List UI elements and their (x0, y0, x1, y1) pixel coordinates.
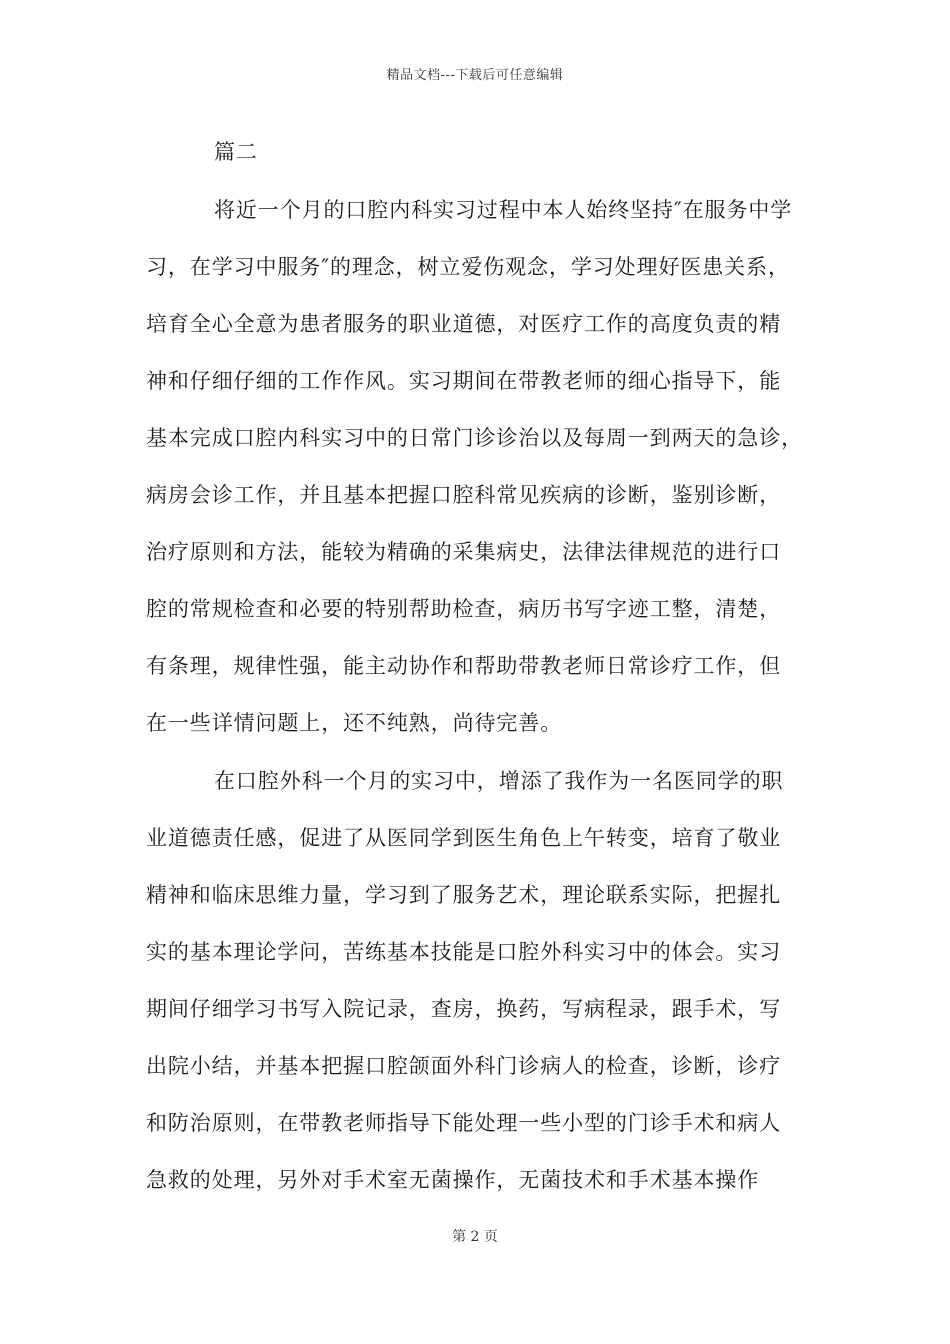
paragraph-line: 实的基本理论学问，苦练基本技能是口腔外科实习中的体会。实习 (146, 940, 782, 964)
paragraph-line: 急救的处理，另外对手术室无菌操作，无菌技术和手术基本操作 (146, 1168, 760, 1192)
paragraph-line: 期间仔细学习书写入院记录，查房，换药，写病程录，跟手术，写 (146, 997, 782, 1021)
paragraph-line: 治疗原则和方法，能较为精确的采集病史，法律法律规范的进行口 (146, 540, 782, 564)
paragraph-line: 业道德责任感，促进了从医同学到医生角色上午转变，培育了敬业 (146, 826, 782, 850)
paragraph-line: 培育全心全意为患者服务的职业道德，对医疗工作的高度负责的精 (146, 312, 782, 336)
paragraph-line: 精神和临床思维力量，学习到了服务艺术，理论联系实际，把握扎 (146, 883, 782, 907)
paragraph-line: 在一些详情问题上，还不纯熟，尚待完善。 (146, 711, 563, 735)
paragraph-line: 在口腔外科一个月的实习中，增添了我作为一名医同学的职 (214, 769, 784, 793)
paragraph-line: 习，在学习中服务″的理念，树立爱伤观念，学习处理好医患关系， (146, 255, 790, 279)
paragraph-line: 有条理，规律性强，能主动协作和帮助带教老师日常诊疗工作，但 (146, 654, 782, 678)
page-number: 第 2 页 (452, 1229, 498, 1245)
paragraph-line: 病房会诊工作，并且基本把握口腔科常见疾病的诊断，鉴别诊断， (146, 483, 782, 507)
page-header: 精品文档---下载后可任意编辑 (386, 68, 564, 83)
paragraph-line: 神和仔细仔细的工作作风。实习期间在带教老师的细心指导下，能 (146, 369, 782, 393)
paragraph-line: 腔的常规检查和必要的特别帮助检查，病历书写字迹工整，清楚， (146, 597, 782, 621)
paragraph-line: 将近一个月的口腔内科实习过程中本人始终坚持″在服务中学 (214, 198, 793, 222)
paragraph-line: 和防治原则，在带教老师指导下能处理一些小型的门诊手术和病人 (146, 1111, 782, 1135)
paragraph-line: 出院小结，并基本把握口腔颌面外科门诊病人的检查，诊断，诊疗 (146, 1054, 782, 1078)
paragraph-line: 基本完成口腔内科实习中的日常门诊诊治以及每周一到两天的急诊， (146, 426, 803, 450)
section-title: 篇二 (214, 140, 258, 164)
